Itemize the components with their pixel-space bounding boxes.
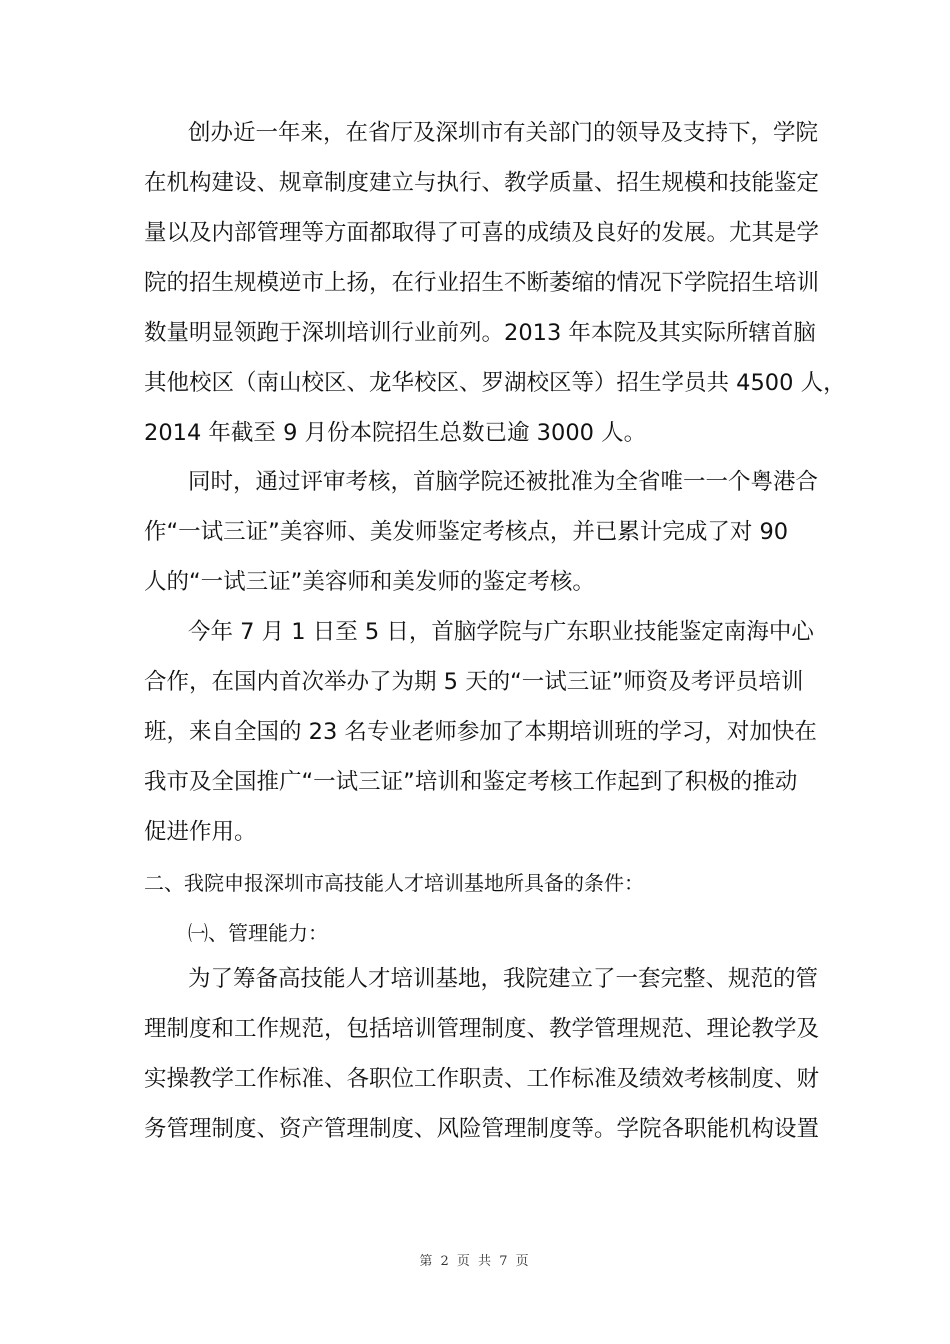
paragraph-line: 今年 7 月 1 日至 5 日，首脑学院与广东职业技能鉴定南海中心 [188,619,814,645]
paragraph-line: 为了筹备高技能人才培训基地，我院建立了一套完整、规范的管 [188,966,819,992]
paragraph-line: 2014 年截至 9 月份本院招生总数已逾 3000 人。 [144,420,647,446]
paragraph-line: 合作，在国内首次举办了为期 5 天的“一试三证”师资及考评员培训 [144,669,804,695]
paragraph-line: 人的“一试三证”美容师和美发师的鉴定考核。 [144,569,595,595]
paragraph-line: 班，来自全国的 23 名专业老师参加了本期培训班的学习，对加快在 [144,719,817,745]
paragraph-line: 作“一试三证”美容师、美发师鉴定考核点，并已累计完成了对 90 [144,519,789,545]
paragraph-line: 院的招生规模逆市上扬，在行业招生不断萎缩的情况下学院招生培训 [144,270,820,296]
page-number-footer: 第 2 页 共 7 页 [419,1254,531,1269]
paragraph-line: 实操教学工作标准、各职位工作职责、工作标准及绩效考核制度、财 [144,1066,820,1092]
paragraph-line: 我市及全国推广“一试三证”培训和鉴定考核工作起到了积极的推动 [144,769,798,795]
paragraph-line: 数量明显领跑于深圳培训行业前列。2013 年本院及其实际所辖首脑 [144,320,816,346]
paragraph-line: 促进作用。 [144,819,257,845]
paragraph-line: 量以及内部管理等方面都取得了可喜的成绩及良好的发展。尤其是学 [144,220,820,246]
paragraph-line: 在机构建设、规章制度建立与执行、教学质量、招生规模和技能鉴定 [144,170,820,196]
paragraph-line: 创办近一年来，在省厅及深圳市有关部门的领导及支持下，学院 [188,120,819,146]
paragraph-line: 务管理制度、资产管理制度、风险管理制度等。学院各职能机构设置 [144,1116,820,1142]
paragraph-line: 其他校区（南山校区、龙华校区、罗湖校区等）招生学员共 4500 人， [144,370,846,396]
paragraph-line: 理制度和工作规范，包括培训管理制度、教学管理规范、理论教学及 [144,1016,820,1042]
paragraph-line: 同时，通过评审考核，首脑学院还被批准为全省唯一一个粤港合 [188,469,819,495]
section-heading: 二、我院申报深圳市高技能人才培训基地所具备的条件： [144,871,644,895]
subsection-heading: ㈠、管理能力： [188,921,328,945]
